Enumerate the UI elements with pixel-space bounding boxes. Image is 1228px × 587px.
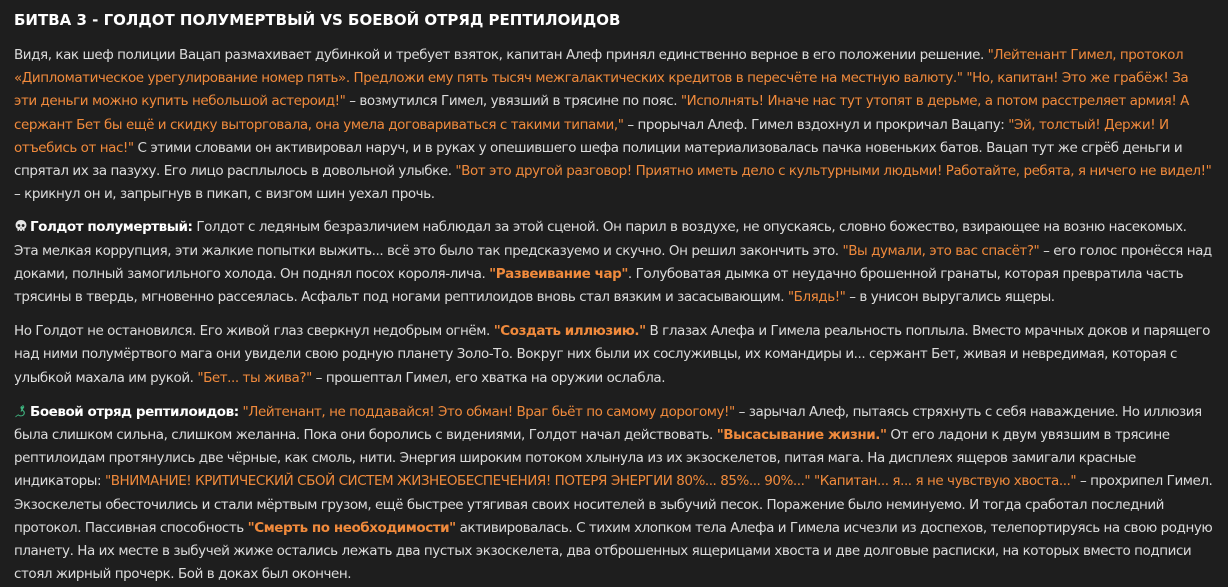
narration: – его голос пронёсся над доками, полный замогильного холода. Он поднял посох короля-лича. [14, 242, 1212, 282]
narration: – зарычал Алеф, пытаясь стряхнуть с себя наваждение. Но иллюзия была слишком сильна, слишком желанна. Пока они боролись с видениями, Голдот начал действовать. [14, 403, 1202, 444]
quote-gimel-whisper: "Бет... ты жива?" [197, 369, 312, 386]
narration: От его ладони к двум увязшим в трясине рептилоидам протянулись две чёрные, как смоль, нити. Энергия широким потоком хлынула из их экзоскелетов, питая мага. На дисплеях ящеров замигали красные индикаторы: [14, 427, 1170, 490]
quote-gimel-weak: "Капитан... я... я не чувствую хвоста..." [814, 473, 1077, 490]
quote-gimel-shout: "Эй, толстый! Держи! И отъебись от нас!" [14, 116, 1169, 156]
narration: В глазах Алефа и Гимела реальность поплыла. Вместо мрачных доков и парящего над ними полумёртвого мага они увидели свою родную планету Золо-То. Вокруг них были их сослуживцы, их командиры и... сержант Бет, живая и невредимая, которая с улыбкой махала им рукой. [14, 323, 1210, 386]
spell-dispel-magic: "Развеивание чар" [489, 265, 628, 282]
spell-life-drain: "Высасывание жизни." [716, 427, 887, 444]
narration: – прорычал Алеф. Гимел вздохнул и прокричал Вацапу: [623, 116, 1009, 133]
combatant-reptiloids-label: Боевой отряд рептилоидов: [30, 403, 239, 420]
quote-alef-warning: "Лейтенант, не поддавайся! Это обман! Враг бьёт по самому дорогому!" [242, 403, 735, 420]
paragraph-reptiloid-turn [14, 401, 1214, 587]
narration: – возмутился Гимел, увязший в трясине по пояс. [345, 93, 681, 110]
paragraph-goldot-turn [14, 216, 1214, 309]
quote-alef-command: "Исполнять! Иначе нас тут утопят в дерьме, а потом расстреляет армия! А сержант Бет бы ещё и скидку выторговала, она умела договариваться с такими типами," [14, 93, 1189, 133]
spell-create-illusion: "Создать иллюзию." [493, 323, 646, 340]
quote-gimel-protest: "Но, капитан! Это же грабёж! За эти деньги можно купить небольшой астероид!" [14, 70, 1189, 110]
quote-system-alert: "ВНИМАНИЕ! КРИТИЧЕСКИЙ СБОЙ СИСТЕМ ЖИЗНЕОБЕСПЕЧЕНИЯ! ПОТЕРЯ ЭНЕРГИИ 80%... 85%... 90%..." [104, 473, 811, 490]
narration: – крикнул он и, запрыгнув в пикап, с визгом шин уехал прочь. [14, 186, 435, 203]
lizard-icon [14, 404, 28, 418]
paragraph-intro [14, 44, 1214, 206]
narration: – в унисон выругались ящеры. [845, 289, 1055, 306]
quote-alef-order: "Лейтенант Гимел, протокол «Дипломатическое урегулирование номер пять». Предложи ему пять тысяч межгалактических кредитов в пересчёте на местную валюту." [14, 47, 1184, 87]
narration: С этими словами он активировал наруч, и в руках у опешившего шефа полиции материализовалась пачка новеньких батов. Вацап тут же сгрёб деньги и спрятал их за пазуху. Его лицо расплылось в довольной улыбке. [14, 139, 1183, 180]
paragraph-illusion [14, 320, 1214, 390]
narration: – прошептал Гимел, его хватка на оружии ослабла. [311, 369, 666, 386]
quote-vatsap: "Вот это другой разговор! Приятно иметь дело с культурными людьми! Работайте, ребята, я ничего не видел!" [455, 163, 1212, 180]
skull-icon [14, 219, 28, 233]
ability-death-by-necessity: "Смерть по необходимости" [247, 519, 456, 536]
narration: активировалась. С тихим хлопком тела Алефа и Гимела исчезли из доспехов, телепортируясь на свою родную планету. На их месте в зыбучей жиже остались лежать два пустых экзоскелета, два отброшенных ящерицами хвоста и две долговые расписки, на которых вместо подписи стоял жирный прочерк. Бой в доках был окончен. [14, 519, 1213, 583]
narration: . Голубоватая дымка от неудачно брошенной гранаты, которая превратила часть трясины в твердь, мгновенно рассеялась. Асфальт под ногами рептилоидов вновь стал вязким и засасывающим. [14, 265, 1184, 306]
quote-goldot-taunt: "Вы думали, это вас спасёт?" [842, 242, 1040, 259]
battle-title: БИТВА 3 - ГОЛДОТ ПОЛУМЕРТВЫЙ VS БОЕВОЙ ОТРЯД РЕПТИЛОИДОВ [14, 11, 621, 29]
narration: – прохрипел Гимел. Экзоскелеты обесточились и стали мёртвым грузом, ещё быстрее утягивая своих носителей в зыбучий песок. Поражение было неминуемо. И тогда сработал последний протокол. Пассивная способность [14, 473, 1213, 536]
narration: Но Голдот не остановился. Его живой глаз сверкнул недобрым огнём. [14, 323, 494, 340]
quote-lizards-curse: "Блядь!" [787, 289, 846, 306]
narration: Голдот с ледяным безразличием наблюдал за этой сценой. Он парил в воздухе, не опускаясь, словно божество, взирающее на возню насекомых. Эта мелкая коррупция, эти жалкие попытки выжить... всё это было так предсказуемо и скучно. Он решил закончить это. [14, 219, 1187, 259]
combatant-goldot-label: Голдот полумертвый: [30, 219, 193, 236]
narration: Видя, как шеф полиции Вацап размахивает дубинкой и требует взяток, капитан Алеф принял единственно верное в его положении решение. [14, 47, 988, 63]
